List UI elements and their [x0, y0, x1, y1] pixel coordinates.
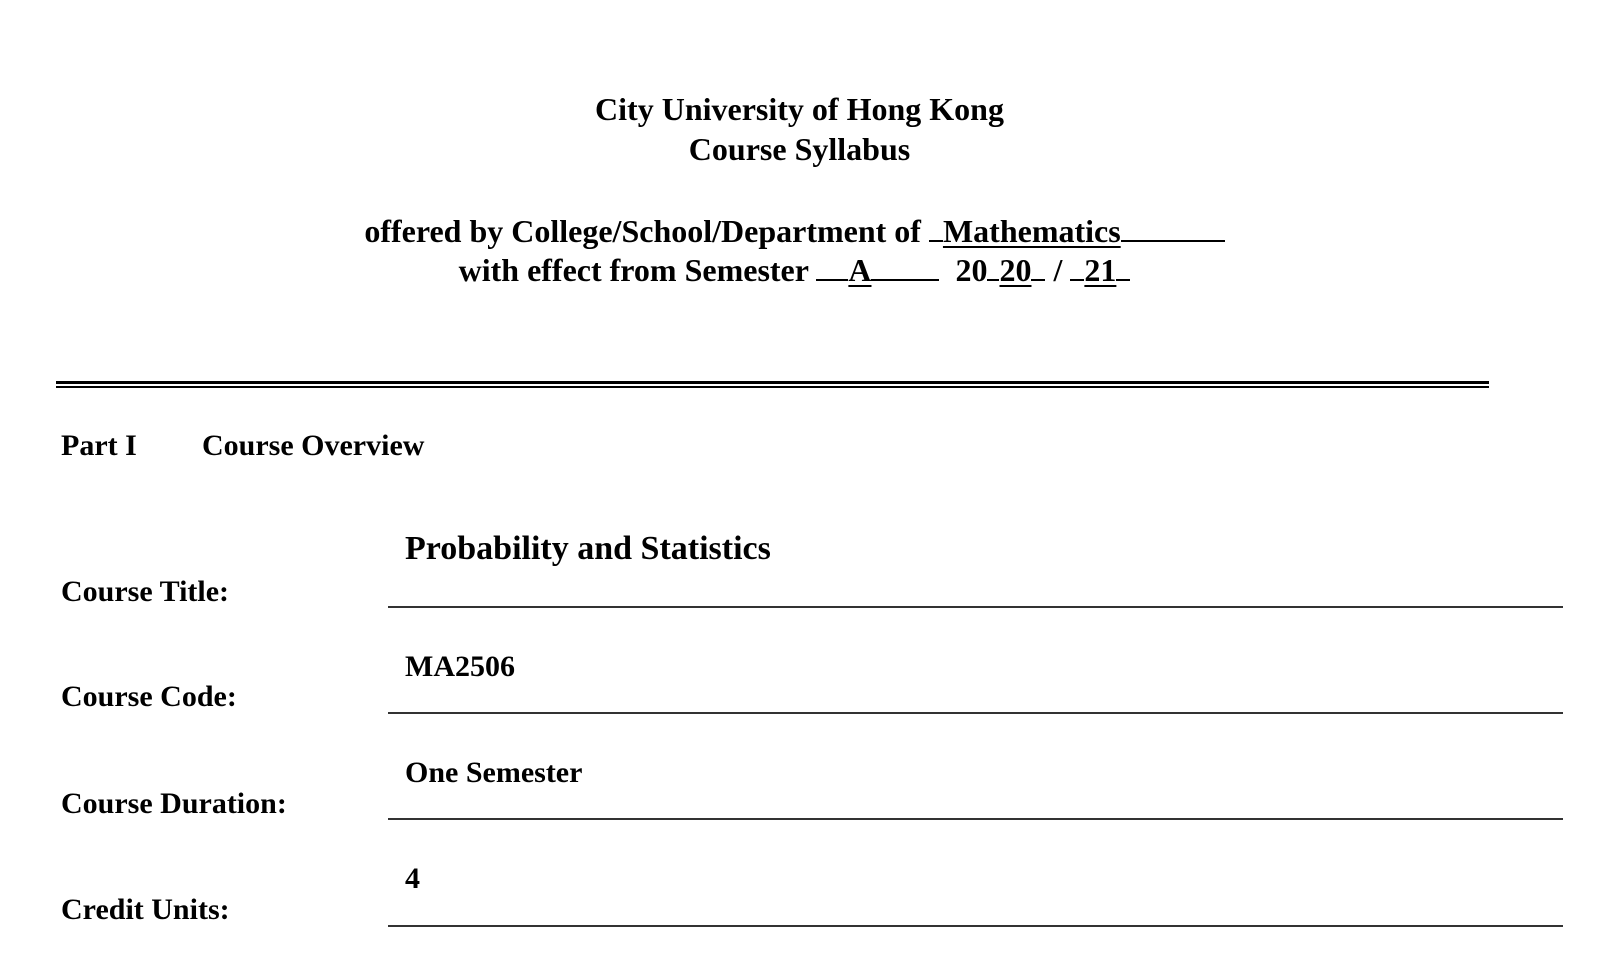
department-value: Mathematics — [942, 213, 1121, 249]
credit-units-label: Credit Units: — [61, 893, 230, 926]
credit-units-underline — [388, 925, 1563, 927]
credit-units-value: 4 — [405, 862, 420, 895]
course-code-value: MA2506 — [405, 650, 515, 683]
institution-title: City University of Hong Kong — [595, 91, 1004, 127]
course-duration-value: One Semester — [405, 756, 583, 789]
course-title-underline — [388, 606, 1563, 608]
year-end-value: 21 — [1084, 252, 1117, 288]
effective-semester-line — [0, 249, 1594, 290]
semester-value: A — [848, 252, 872, 288]
course-title-value: Probability and Statistics — [405, 530, 771, 567]
year-start-value: 20 — [999, 252, 1032, 288]
offered-by-line — [0, 210, 1594, 251]
year-prefix: 20 — [955, 252, 988, 288]
blank-line — [1070, 249, 1084, 281]
effect-prefix: with effect from Semester — [458, 252, 809, 288]
part-heading — [61, 426, 425, 466]
course-duration-label: Course Duration: — [61, 787, 287, 820]
course-code-label: Course Code: — [61, 680, 237, 713]
year-separator: / — [1053, 252, 1063, 288]
course-code-underline — [388, 712, 1563, 714]
blank-line — [1031, 249, 1045, 281]
blank-line — [871, 249, 939, 281]
offered-by-prefix: offered by College/School/Department of — [364, 213, 921, 249]
document-type-title: Course Syllabus — [688, 131, 911, 167]
blank-line — [987, 249, 999, 281]
part-number: Part I — [61, 429, 137, 462]
blank-line — [1121, 210, 1225, 242]
course-title-label: Course Title: — [61, 575, 230, 608]
course-duration-underline — [388, 818, 1563, 820]
double-divider — [56, 381, 1489, 388]
part-title: Course Overview — [202, 429, 425, 462]
blank-line — [929, 210, 943, 242]
blank-line — [816, 249, 848, 281]
blank-line — [1116, 249, 1130, 281]
